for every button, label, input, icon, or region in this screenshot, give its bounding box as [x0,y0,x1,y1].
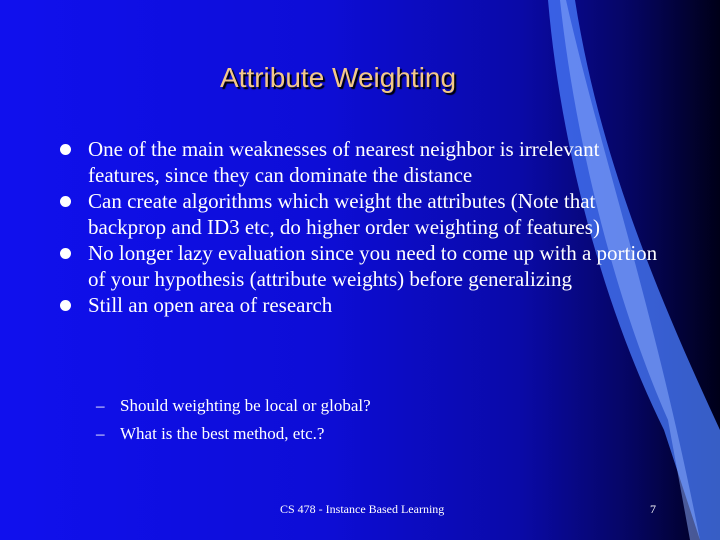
bullet-item [60,188,660,240]
page-number: 7 [650,502,656,516]
sub-bullet-item [96,420,616,448]
bullet-text: No longer lazy evaluation since you need to come up with a portion of your hypothesis (attribute weights) before generalizing [88,241,658,291]
bullet-item [60,240,660,292]
dash-icon: – [96,424,105,443]
sub-bullet-text: What is the best method, etc.? [120,424,325,443]
bullet-dot-icon [60,144,71,155]
sub-bullet-item [96,392,616,420]
sub-bullet-text: Should weighting be local or global? [120,396,371,415]
bullet-dot-icon [60,248,71,259]
bullet-item [60,292,660,318]
bullet-list [60,136,660,318]
slide-title: Attribute Weighting [220,62,457,93]
bullet-dot-icon [60,300,71,311]
bullet-item [60,136,660,188]
dash-icon: – [96,396,105,415]
bullet-text: One of the main weaknesses of nearest neighbor is irrelevant features, since they can dominate the distance [88,137,600,187]
bullet-dot-icon [60,196,71,207]
sub-bullet-list [96,392,616,448]
bullet-text: Can create algorithms which weight the attributes (Note that backprop and ID3 etc, do higher order weighting of features) [88,189,600,239]
slide-footer: CS 478 - Instance Based Learning [280,502,445,516]
bullet-text: Still an open area of research [88,293,333,317]
